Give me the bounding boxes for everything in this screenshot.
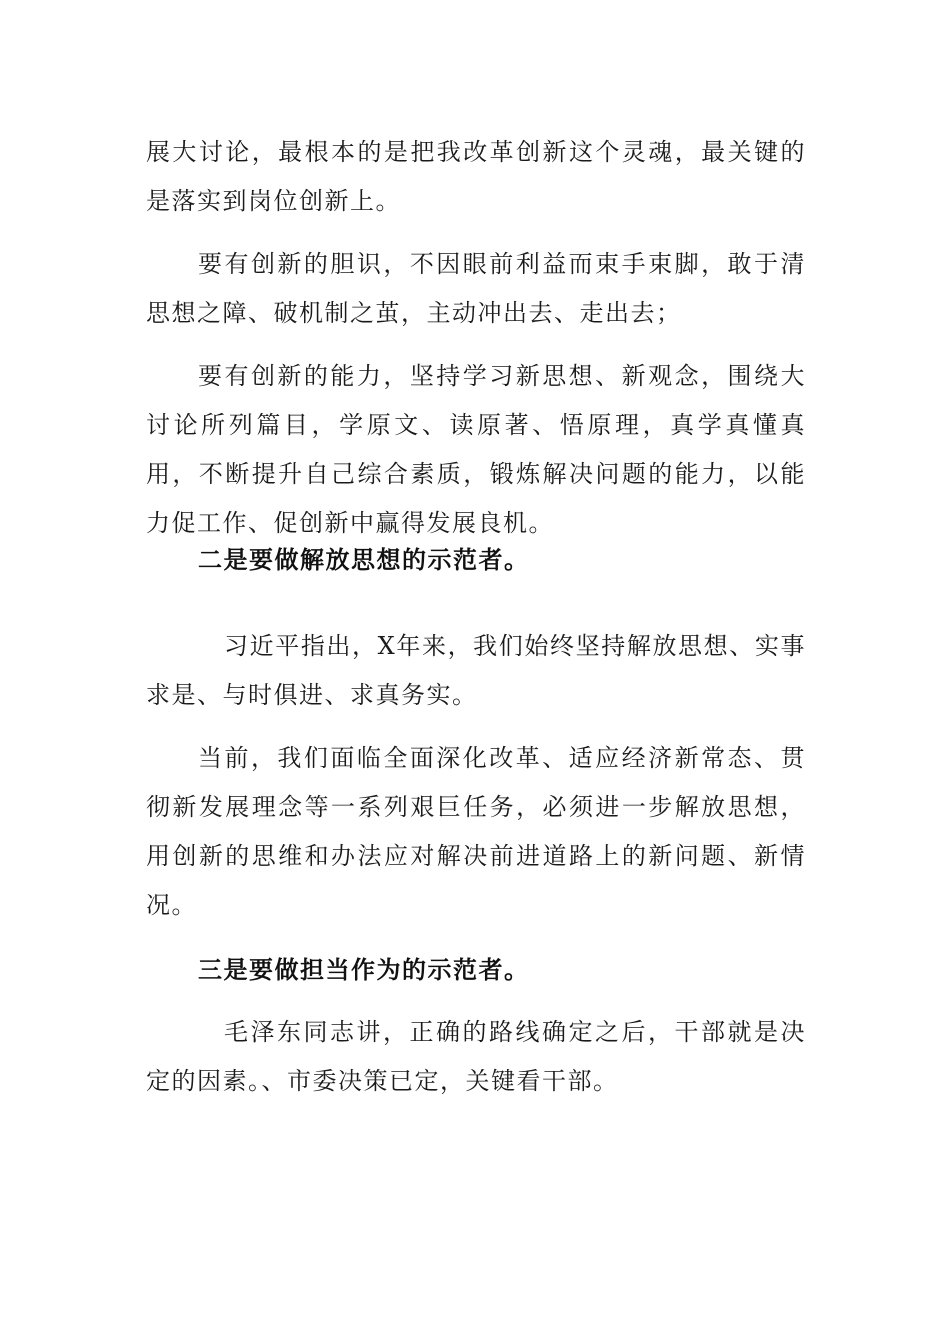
section-heading-3: 三是要做担当作为的示范者。	[198, 955, 530, 984]
paragraph-mao-quote: 毛泽东同志讲，正确的路线确定之后，干部就是决定的因素。、市委决策已定，关键看干部。	[146, 1018, 806, 1095]
paragraph-xi-quote: 习近平指出，X年来，我们始终坚持解放思想、实事求是、与时俱进、求真务实。	[146, 632, 806, 709]
paragraph-innovation-ability: 要有创新的能力，坚持学习新思想、新观念，围绕大讨论所列篇目，学原文、读原著、悟原理，真学真懂真用，不断提升自己综合素质，锻炼解决问题的能力，以能力促工作、促创新中赢得发展良机。	[146, 362, 806, 537]
paragraph-continuation: 展大讨论，最根本的是把我改革创新这个灵魂，最关键的是落实到岗位创新上。	[146, 138, 806, 215]
paragraph-innovation-courage: 要有创新的胆识，不因眼前利益而束手束脚，敢于清思想之障、破机制之茧，主动冲出去、走出去；	[146, 250, 806, 327]
paragraph-current-tasks: 当前，我们面临全面深化改革、适应经济新常态、贯彻新发展理念等一系列艰巨任务，必须进一步解放思想，用创新的思维和办法应对解决前进道路上的新问题、新情况。	[146, 744, 806, 919]
section-heading-2: 二是要做解放思想的示范者。	[198, 545, 530, 574]
